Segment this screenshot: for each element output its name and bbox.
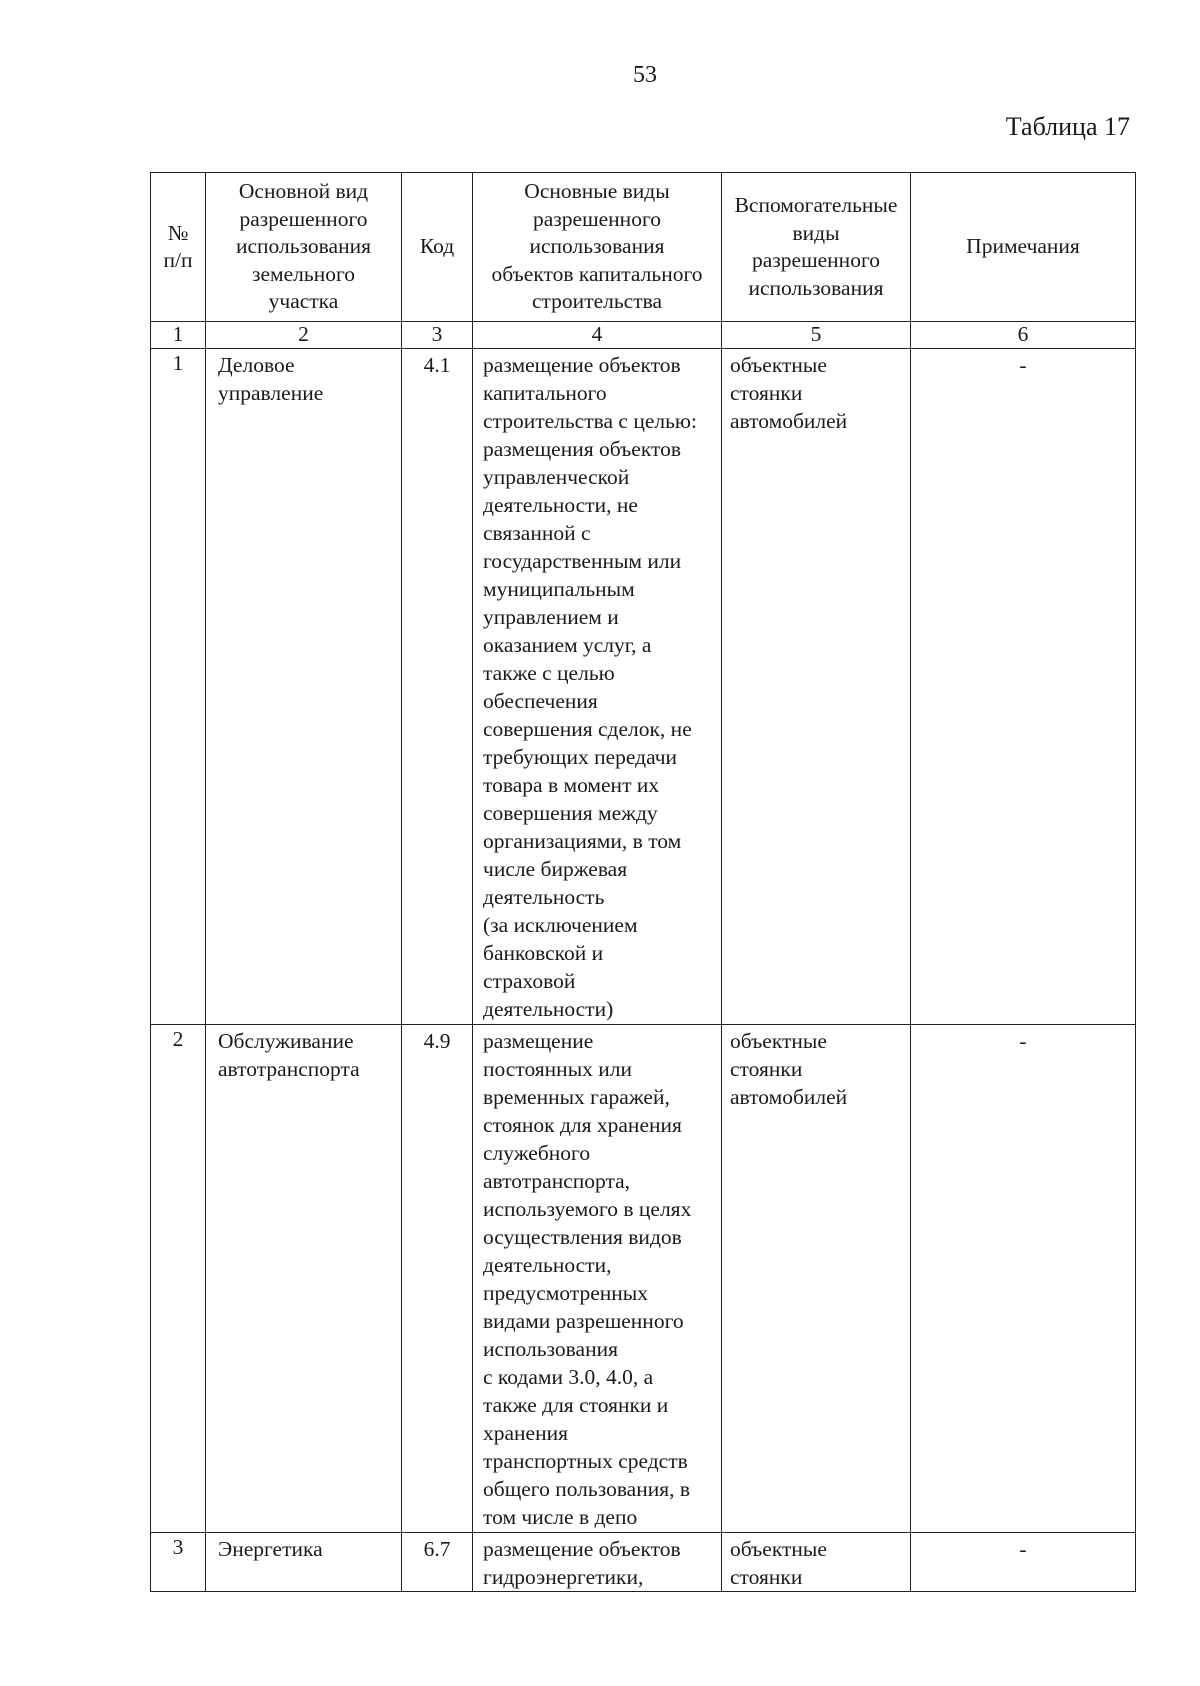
cell-line: том числе в депо [483, 1505, 638, 1529]
cell-line: стоянок для хранения [483, 1113, 682, 1137]
cell-line: временных гаражей, [483, 1085, 670, 1109]
main-kind-cell [206, 1533, 402, 1592]
header-line: п/п [163, 248, 193, 272]
cell-line: государственным или [483, 549, 682, 573]
code-cell: 4.1 [402, 349, 473, 1025]
code-cell: 6.7 [402, 1533, 473, 1592]
header-line: использования [236, 234, 371, 259]
cell-line: деятельность [483, 885, 605, 909]
table-row [151, 349, 1136, 1025]
cell-line: капитального [483, 381, 607, 405]
cell-line: предусмотренных [483, 1281, 648, 1305]
header-row [151, 173, 1136, 322]
header-line: использования [748, 275, 884, 300]
cell-line: Энергетика [218, 1537, 323, 1561]
cell-line: стоянки [730, 381, 803, 405]
cell-line: постоянных или [483, 1057, 632, 1081]
cell-line: объектные [730, 1029, 827, 1053]
code-cell: 4.9 [402, 1025, 473, 1533]
cell-line: управлением и [483, 605, 619, 629]
header-line: Код [419, 234, 455, 259]
header-line: Примечания [966, 234, 1080, 259]
main-kind-cell [206, 349, 402, 1025]
cell-line: осуществления видов [483, 1225, 682, 1249]
header-line: строительства [531, 289, 663, 314]
cell-line: автотранспорта [218, 1057, 360, 1081]
cell-line: автомобилей [730, 1085, 848, 1109]
cell-line: Обслуживание [218, 1029, 354, 1053]
cell-line: автомобилей [730, 409, 848, 433]
header-cell-notes [911, 173, 1136, 322]
header-line: земельного [251, 261, 355, 286]
header-line: Вспомогательные [734, 193, 898, 217]
header-line: № [167, 220, 189, 245]
cell-line: требующих передачи [483, 745, 678, 769]
table-row [151, 1533, 1136, 1592]
cell-line: размещение [483, 1029, 594, 1053]
column-number: 4 [473, 322, 722, 349]
table-caption: Таблица 17 [1005, 112, 1130, 141]
cell-line: использования [483, 1337, 618, 1361]
cell-line: управление [218, 381, 324, 405]
column-number: 3 [402, 322, 473, 349]
cell-line: обеспечения [483, 689, 598, 713]
cell-line: строительства с целью: [483, 409, 697, 433]
cell-line: объектные [730, 1537, 827, 1561]
notes-cell: - [911, 349, 1136, 1025]
aux-uses-cell [722, 1533, 911, 1592]
cell-line: связанной с [483, 521, 591, 545]
header-line: виды [792, 220, 840, 245]
cell-line: страховой [483, 969, 576, 993]
land-use-table [150, 172, 1136, 1592]
cell-line: размещение объектов [483, 1537, 681, 1561]
cell-line: объектные [730, 353, 827, 377]
header-cell-number [151, 173, 206, 322]
cell-line: управленческой [483, 465, 630, 489]
cell-line: банковской и [483, 941, 604, 965]
column-number: 5 [722, 322, 911, 349]
header-line: Основной вид [238, 179, 369, 204]
cell-line: стоянки [730, 1565, 803, 1589]
cell-line: гидроэнергетики, [483, 1565, 644, 1589]
cell-line: также с целью [483, 661, 615, 685]
cell-line: муниципальным [483, 577, 635, 601]
header-line: разрешенного [752, 248, 880, 272]
column-number: 2 [206, 322, 402, 349]
header-cell-aux-uses [722, 173, 911, 322]
cell-line: совершения сделок, не [483, 717, 692, 741]
header-line: использования [529, 234, 665, 259]
cell-line: размещение объектов [483, 353, 681, 377]
page-number: 53 [633, 62, 657, 88]
header-cell-main-kind [206, 173, 402, 322]
header-line: участка [268, 289, 339, 314]
header-cell-code [402, 173, 473, 322]
main-uses-cell [473, 1533, 722, 1592]
cell-line: размещения объектов [483, 437, 681, 461]
header-line: разрешенного [239, 206, 368, 231]
row-number: 1 [151, 349, 206, 1025]
header-line: разрешенного [533, 206, 661, 231]
main-uses-cell [473, 349, 722, 1025]
cell-line: деятельности, [483, 1253, 612, 1277]
cell-line: с кодами 3.0, 4.0, а [483, 1365, 654, 1389]
main-kind-cell [206, 1025, 402, 1533]
cell-line: оказанием услуг, а [483, 633, 652, 657]
cell-line: транспортных средств [483, 1449, 688, 1473]
cell-line: служебного [483, 1141, 591, 1165]
aux-uses-cell [722, 1025, 911, 1533]
column-number-row [151, 322, 1136, 349]
cell-line: (за исключением [483, 913, 638, 937]
cell-line: товара в момент их [483, 773, 660, 797]
cell-line: также для стоянки и [483, 1393, 669, 1417]
row-number: 3 [151, 1533, 206, 1592]
cell-line: организациями, в том [483, 829, 682, 853]
notes-cell: - [911, 1025, 1136, 1533]
main-uses-cell [473, 1025, 722, 1533]
cell-line: используемого в целях [483, 1197, 692, 1221]
cell-line: общего пользования, в [483, 1477, 691, 1501]
cell-line: Деловое [218, 353, 295, 377]
cell-line: деятельности) [483, 997, 614, 1021]
notes-cell: - [911, 1533, 1136, 1592]
cell-line: деятельности, не [483, 493, 638, 517]
cell-line: автотранспорта, [483, 1169, 631, 1193]
header-line: Основные виды [524, 179, 670, 204]
cell-line: числе биржевая [483, 857, 628, 881]
column-number: 6 [911, 322, 1136, 349]
row-number: 2 [151, 1025, 206, 1533]
column-number: 1 [151, 322, 206, 349]
header-line: объектов капитального [491, 261, 703, 286]
header-cell-main-uses [473, 173, 722, 322]
cell-line: совершения между [483, 801, 658, 825]
cell-line: стоянки [730, 1057, 803, 1081]
cell-line: видами разрешенного [483, 1309, 684, 1333]
cell-line: хранения [483, 1421, 568, 1445]
aux-uses-cell [722, 349, 911, 1025]
table-row [151, 1025, 1136, 1533]
